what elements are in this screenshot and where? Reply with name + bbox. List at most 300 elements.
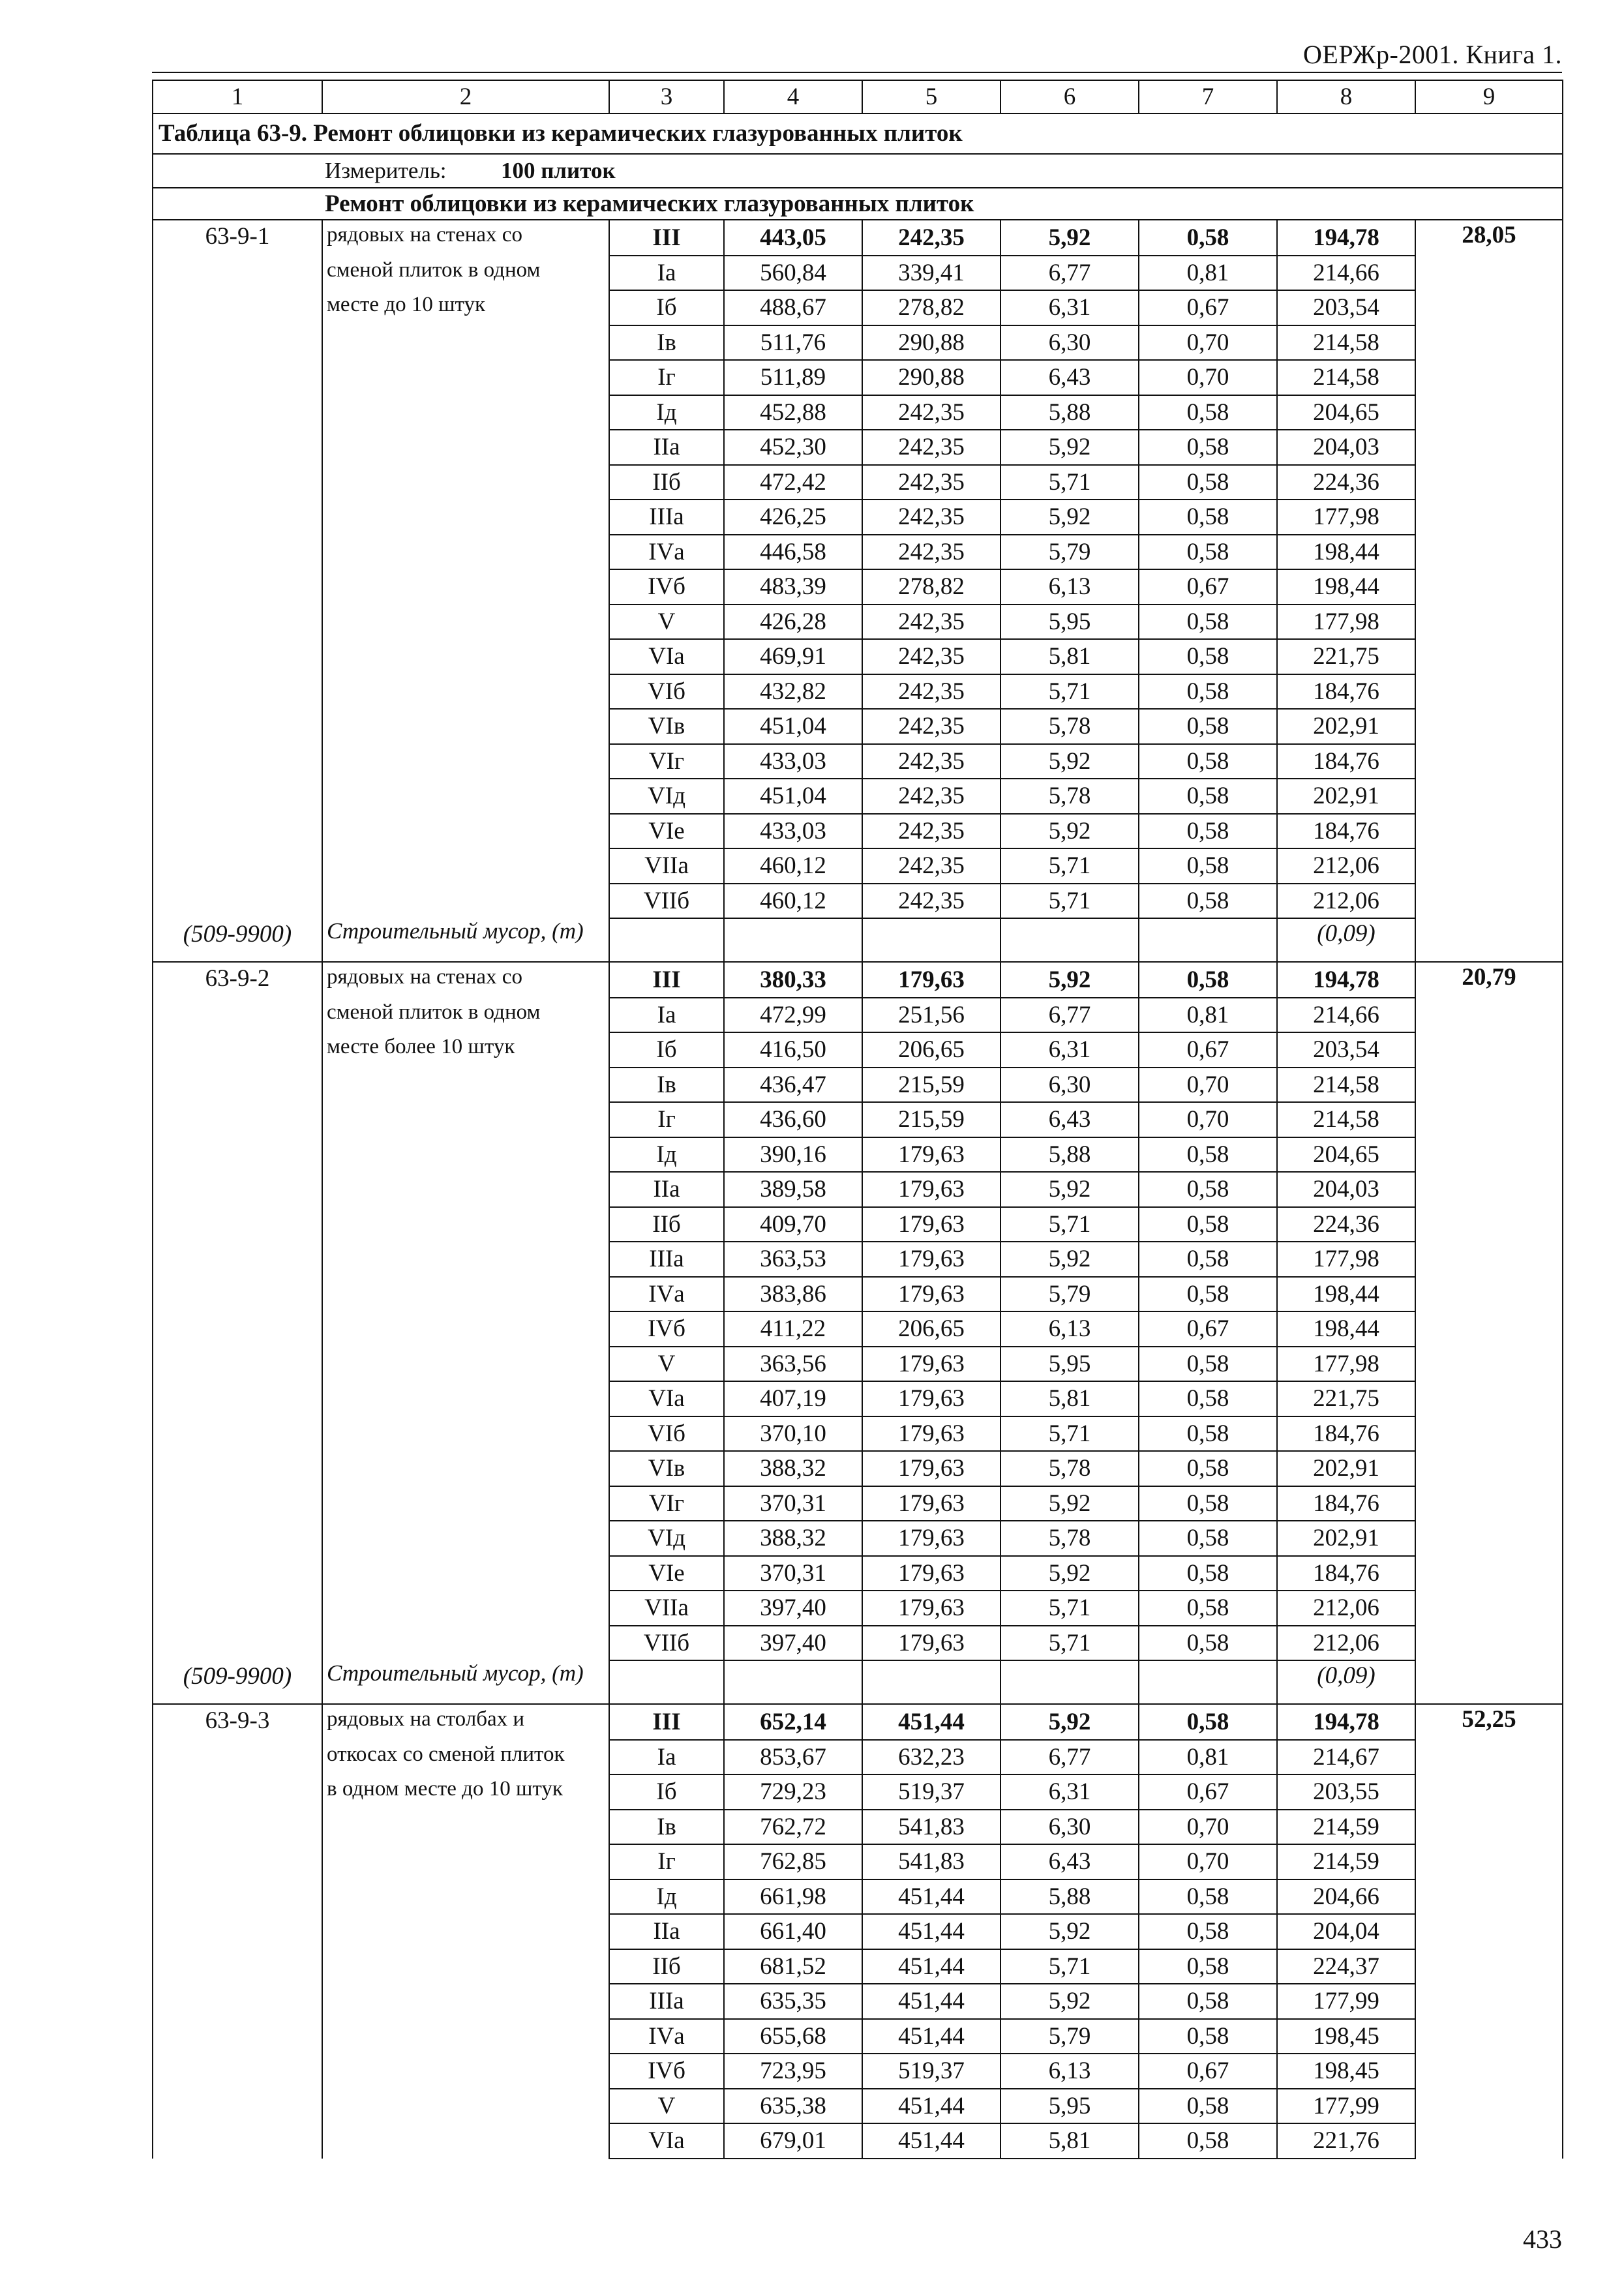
item-description-cont (322, 2123, 609, 2159)
item-code-cont (153, 1810, 322, 1845)
labor-cost: 242,35 (862, 395, 1000, 430)
machine-labor: 0,58 (1139, 1207, 1277, 1242)
machine-cost: 5,71 (1000, 1626, 1139, 1661)
labor-cost: 179,63 (862, 1486, 1000, 1521)
labor-hours-cont (1415, 1451, 1563, 1486)
total-cost: 433,03 (724, 814, 862, 849)
column-number-row (153, 80, 1563, 113)
table-row (153, 744, 1563, 779)
total-cost: 443,05 (724, 220, 862, 256)
labor-hours: 52,25 (1415, 1704, 1563, 1740)
region-code: VIIа (609, 848, 724, 884)
machine-labor: 0,58 (1139, 2019, 1277, 2054)
item-code-cont (153, 1879, 322, 1915)
page-number: 433 (1523, 2224, 1562, 2254)
rates-table (152, 80, 1563, 2159)
machine-labor: 0,67 (1139, 2054, 1277, 2089)
labor-hours-cont (1415, 430, 1563, 465)
region-code: V (609, 605, 724, 640)
item-code-cont (153, 1740, 322, 1775)
col-number-7: 7 (1139, 80, 1277, 113)
machine-labor: 0,58 (1139, 2123, 1277, 2159)
labor-cost: 242,35 (862, 430, 1000, 465)
machine-labor: 0,67 (1139, 569, 1277, 605)
table-row (153, 709, 1563, 744)
table-row (153, 639, 1563, 674)
item-code-cont (153, 325, 322, 361)
machine-labor: 0,58 (1139, 779, 1277, 814)
item-code-cont (153, 1774, 322, 1810)
item-description-cont (322, 1626, 609, 1661)
labor-hours-cont (1415, 1740, 1563, 1775)
materials-cost: 184,76 (1277, 674, 1415, 710)
machine-cost: 5,71 (1000, 1416, 1139, 1452)
labor-cost: 451,44 (862, 1879, 1000, 1915)
item-code-cont (153, 639, 322, 674)
region-code: VIг (609, 1486, 724, 1521)
table-title: Таблица 63-9. Ремонт облицовки из керамических глазурованных плиток (153, 113, 1563, 154)
item-description-line: сменой плиток в одном (322, 256, 609, 291)
item-description-cont (322, 465, 609, 500)
labor-hours-cont (1415, 500, 1563, 535)
item-code-cont (153, 1416, 322, 1452)
labor-hours-cont (1415, 1844, 1563, 1879)
item-code-cont (153, 1486, 322, 1521)
labor-hours-cont (1415, 709, 1563, 744)
waste-code: (509-9900) (153, 918, 322, 962)
labor-cost: 519,37 (862, 2054, 1000, 2089)
item-code-cont (153, 605, 322, 640)
total-cost: 436,47 (724, 1068, 862, 1103)
empty-cell (862, 918, 1000, 962)
table-row (153, 1416, 1563, 1452)
region-code: VIа (609, 1381, 724, 1416)
machine-cost: 5,71 (1000, 884, 1139, 919)
item-code-cont (153, 2123, 322, 2159)
empty-cell (1139, 918, 1277, 962)
item-code-cont (153, 884, 322, 919)
empty-cell (609, 918, 724, 962)
item-description-line: сменой плиток в одном (322, 998, 609, 1033)
region-code: VIIа (609, 1591, 724, 1626)
machine-labor: 0,58 (1139, 884, 1277, 919)
labor-cost: 451,44 (862, 1704, 1000, 1740)
total-cost: 426,25 (724, 500, 862, 535)
materials-cost: 221,76 (1277, 2123, 1415, 2159)
machine-labor: 0,58 (1139, 848, 1277, 884)
item-description-cont (322, 1984, 609, 2019)
item-code-cont (153, 1102, 322, 1137)
materials-cost: 214,67 (1277, 1740, 1415, 1775)
item-description-cont (322, 1416, 609, 1452)
total-cost: 446,58 (724, 535, 862, 570)
machine-cost: 5,92 (1000, 500, 1139, 535)
item-code-cont (153, 1032, 322, 1068)
labor-hours-cont (1415, 360, 1563, 395)
total-cost: 363,53 (724, 1242, 862, 1277)
machine-cost: 5,71 (1000, 674, 1139, 710)
materials-cost: 198,45 (1277, 2054, 1415, 2089)
item-description-cont (322, 395, 609, 430)
region-code: Iв (609, 1810, 724, 1845)
col-number-9: 9 (1415, 80, 1563, 113)
item-code-cont (153, 1844, 322, 1879)
empty-cell (1415, 918, 1563, 962)
labor-hours-cont (1415, 1032, 1563, 1068)
labor-cost: 451,44 (862, 2123, 1000, 2159)
item-description-cont (322, 2054, 609, 2089)
item-code-cont (153, 430, 322, 465)
machine-labor: 0,70 (1139, 360, 1277, 395)
item-code-cont (153, 256, 322, 291)
total-cost: 370,31 (724, 1556, 862, 1591)
labor-hours-cont (1415, 1311, 1563, 1347)
region-code: IIа (609, 1172, 724, 1207)
materials-cost: 203,54 (1277, 1032, 1415, 1068)
table-row (153, 1521, 1563, 1556)
machine-cost: 5,81 (1000, 639, 1139, 674)
table-row (153, 814, 1563, 849)
machine-labor: 0,70 (1139, 1102, 1277, 1137)
labor-cost: 632,23 (862, 1740, 1000, 1775)
labor-hours-cont (1415, 290, 1563, 325)
table-row (153, 256, 1563, 291)
labor-cost: 179,63 (862, 1416, 1000, 1452)
region-code: VIа (609, 2123, 724, 2159)
item-description-cont (322, 1381, 609, 1416)
col-number-6: 6 (1000, 80, 1139, 113)
table-row (153, 1172, 1563, 1207)
labor-hours-cont (1415, 325, 1563, 361)
total-cost: 432,82 (724, 674, 862, 710)
item-description-cont (322, 430, 609, 465)
region-code: Iд (609, 1879, 724, 1915)
col-number-2: 2 (322, 80, 609, 113)
item-description-cont (322, 1137, 609, 1173)
region-code: IVа (609, 1277, 724, 1312)
empty-cell (862, 1660, 1000, 1704)
table-row (153, 1844, 1563, 1879)
materials-cost: 212,06 (1277, 884, 1415, 919)
machine-labor: 0,58 (1139, 1704, 1277, 1740)
region-code: V (609, 2089, 724, 2124)
materials-cost: 198,44 (1277, 535, 1415, 570)
top-rule (152, 72, 1562, 73)
item-description-cont (322, 709, 609, 744)
materials-cost: 194,78 (1277, 1704, 1415, 1740)
labor-cost: 179,63 (862, 1277, 1000, 1312)
total-cost: 472,42 (724, 465, 862, 500)
materials-cost: 214,66 (1277, 998, 1415, 1033)
empty-cell (1139, 1660, 1277, 1704)
total-cost: 723,95 (724, 2054, 862, 2089)
total-cost: 853,67 (724, 1740, 862, 1775)
total-cost: 370,10 (724, 1416, 862, 1452)
materials-cost: 221,75 (1277, 1381, 1415, 1416)
region-code: III (609, 962, 724, 998)
machine-labor: 0,67 (1139, 1032, 1277, 1068)
materials-cost: 194,78 (1277, 220, 1415, 256)
total-cost: 370,31 (724, 1486, 862, 1521)
materials-cost: 214,58 (1277, 325, 1415, 361)
total-cost: 655,68 (724, 2019, 862, 2054)
total-cost: 661,98 (724, 1879, 862, 1915)
col-number-3: 3 (609, 80, 724, 113)
labor-hours-cont (1415, 1914, 1563, 1949)
labor-hours-cont (1415, 744, 1563, 779)
region-code: Iв (609, 1068, 724, 1103)
labor-cost: 179,63 (862, 1626, 1000, 1661)
waste-description: Строительный мусор, (т) (322, 1660, 609, 1704)
table-row (153, 220, 1563, 256)
region-code: IIб (609, 1207, 724, 1242)
labor-cost: 179,63 (862, 1451, 1000, 1486)
item-description-cont (322, 1172, 609, 1207)
waste-row (153, 1660, 1563, 1704)
col-number-1: 1 (153, 80, 322, 113)
machine-cost: 6,31 (1000, 1774, 1139, 1810)
materials-cost: 204,03 (1277, 430, 1415, 465)
machine-labor: 0,58 (1139, 1172, 1277, 1207)
materials-cost: 177,98 (1277, 500, 1415, 535)
labor-hours-cont (1415, 884, 1563, 919)
item-description-cont (322, 814, 609, 849)
labor-hours-cont (1415, 1949, 1563, 1984)
labor-hours-cont (1415, 1486, 1563, 1521)
item-description-line: месте более 10 штук (322, 1032, 609, 1068)
machine-labor: 0,58 (1139, 535, 1277, 570)
item-description-cont (322, 848, 609, 884)
machine-cost: 5,92 (1000, 220, 1139, 256)
labor-hours-cont (1415, 1068, 1563, 1103)
labor-cost: 206,65 (862, 1032, 1000, 1068)
machine-cost: 6,77 (1000, 1740, 1139, 1775)
machine-cost: 5,71 (1000, 848, 1139, 884)
measure-value: 100 плиток (501, 158, 616, 184)
item-code-cont (153, 1949, 322, 1984)
labor-cost: 215,59 (862, 1068, 1000, 1103)
materials-cost: 203,55 (1277, 1774, 1415, 1810)
total-cost: 452,30 (724, 430, 862, 465)
machine-cost: 6,30 (1000, 325, 1139, 361)
item-code: 63-9-2 (153, 962, 322, 998)
machine-labor: 0,58 (1139, 1137, 1277, 1173)
item-code: 63-9-3 (153, 1704, 322, 1740)
labor-hours-cont (1415, 998, 1563, 1033)
col-number-4: 4 (724, 80, 862, 113)
table-row (153, 1949, 1563, 1984)
table-row (153, 1626, 1563, 1661)
machine-cost: 5,92 (1000, 1172, 1139, 1207)
materials-cost: 198,45 (1277, 2019, 1415, 2054)
labor-hours-cont (1415, 2123, 1563, 2159)
table-row (153, 1277, 1563, 1312)
machine-cost: 5,81 (1000, 2123, 1139, 2159)
labor-hours-cont (1415, 2054, 1563, 2089)
region-code: VIв (609, 1451, 724, 1486)
region-code: Iа (609, 1740, 724, 1775)
labor-cost: 179,63 (862, 1207, 1000, 1242)
table-row (153, 1137, 1563, 1173)
machine-cost: 5,95 (1000, 2089, 1139, 2124)
labor-hours-cont (1415, 1626, 1563, 1661)
item-description-cont (322, 1844, 609, 1879)
labor-cost: 179,63 (862, 1591, 1000, 1626)
materials-cost: 177,98 (1277, 605, 1415, 640)
region-code: VIе (609, 814, 724, 849)
col-number-5: 5 (862, 80, 1000, 113)
machine-labor: 0,81 (1139, 998, 1277, 1033)
item-description-cont (322, 1451, 609, 1486)
machine-labor: 0,58 (1139, 1914, 1277, 1949)
table-row (153, 2089, 1563, 2124)
machine-labor: 0,67 (1139, 1774, 1277, 1810)
item-code-cont (153, 569, 322, 605)
table-row (153, 1102, 1563, 1137)
labor-hours-cont (1415, 1416, 1563, 1452)
machine-labor: 0,81 (1139, 256, 1277, 291)
col-number-8: 8 (1277, 80, 1415, 113)
labor-hours-cont (1415, 674, 1563, 710)
item-description-cont (322, 605, 609, 640)
item-description-cont (322, 2019, 609, 2054)
machine-cost: 5,92 (1000, 1914, 1139, 1949)
total-cost: 451,04 (724, 779, 862, 814)
table-row (153, 1774, 1563, 1810)
item-description-cont (322, 1068, 609, 1103)
labor-cost: 242,35 (862, 848, 1000, 884)
machine-cost: 6,13 (1000, 2054, 1139, 2089)
region-code: VIб (609, 674, 724, 710)
machine-labor: 0,58 (1139, 814, 1277, 849)
labor-cost: 242,35 (862, 709, 1000, 744)
labor-hours-cont (1415, 1521, 1563, 1556)
machine-labor: 0,58 (1139, 709, 1277, 744)
waste-value: (0,09) (1277, 918, 1415, 962)
machine-labor: 0,58 (1139, 962, 1277, 998)
waste-code: (509-9900) (153, 1660, 322, 1704)
table-row (153, 962, 1563, 998)
item-description-cont (322, 325, 609, 361)
table-row (153, 290, 1563, 325)
item-code: 63-9-1 (153, 220, 322, 256)
machine-labor: 0,58 (1139, 465, 1277, 500)
section-row (153, 188, 1563, 220)
region-code: IIб (609, 1949, 724, 1984)
region-code: Iб (609, 290, 724, 325)
materials-cost: 214,58 (1277, 360, 1415, 395)
region-code: Iв (609, 325, 724, 361)
item-code-cont (153, 1137, 322, 1173)
item-code-cont (153, 1311, 322, 1347)
waste-description: Строительный мусор, (т) (322, 918, 609, 962)
machine-cost: 5,95 (1000, 605, 1139, 640)
labor-cost: 242,35 (862, 465, 1000, 500)
machine-labor: 0,58 (1139, 1949, 1277, 1984)
region-code: Iг (609, 1844, 724, 1879)
region-code: Iг (609, 360, 724, 395)
table-row (153, 360, 1563, 395)
materials-cost: 194,78 (1277, 962, 1415, 998)
machine-cost: 5,88 (1000, 1137, 1139, 1173)
region-code: VIд (609, 779, 724, 814)
total-cost: 460,12 (724, 848, 862, 884)
labor-cost: 242,35 (862, 605, 1000, 640)
machine-labor: 0,58 (1139, 1879, 1277, 1915)
machine-labor: 0,58 (1139, 430, 1277, 465)
table-row (153, 1914, 1563, 1949)
item-description-cont (322, 1486, 609, 1521)
item-description-cont (322, 1102, 609, 1137)
region-code: VIIб (609, 1626, 724, 1661)
materials-cost: 198,44 (1277, 1277, 1415, 1312)
machine-labor: 0,58 (1139, 744, 1277, 779)
item-code-cont (153, 395, 322, 430)
table-row (153, 535, 1563, 570)
machine-labor: 0,58 (1139, 1416, 1277, 1452)
machine-cost: 5,71 (1000, 1949, 1139, 1984)
running-header: ОЕРЖр-2001. Книга 1. (1303, 40, 1562, 69)
item-description-cont (322, 744, 609, 779)
table-row (153, 1207, 1563, 1242)
materials-cost: 202,91 (1277, 779, 1415, 814)
item-code-cont (153, 1521, 322, 1556)
total-cost: 560,84 (724, 256, 862, 291)
item-description-line: рядовых на стенах со (322, 962, 609, 998)
labor-hours-cont (1415, 1591, 1563, 1626)
labor-cost: 242,35 (862, 639, 1000, 674)
labor-hours-cont (1415, 1172, 1563, 1207)
table-row (153, 1311, 1563, 1347)
region-code: III (609, 1704, 724, 1740)
labor-cost: 179,63 (862, 1521, 1000, 1556)
region-code: IIIа (609, 1984, 724, 2019)
table-row (153, 1451, 1563, 1486)
labor-cost: 242,35 (862, 500, 1000, 535)
total-cost: 433,03 (724, 744, 862, 779)
total-cost: 511,76 (724, 325, 862, 361)
empty-cell (724, 918, 862, 962)
table-row (153, 2019, 1563, 2054)
labor-cost: 242,35 (862, 535, 1000, 570)
labor-hours: 28,05 (1415, 220, 1563, 256)
materials-cost: 198,44 (1277, 569, 1415, 605)
empty-cell (609, 1660, 724, 1704)
region-code: VIд (609, 1521, 724, 1556)
item-code-cont (153, 535, 322, 570)
total-cost: 661,40 (724, 1914, 862, 1949)
machine-cost: 6,13 (1000, 569, 1139, 605)
total-cost: 383,86 (724, 1277, 862, 1312)
total-cost: 681,52 (724, 1949, 862, 1984)
region-code: IIа (609, 430, 724, 465)
total-cost: 409,70 (724, 1207, 862, 1242)
item-description-cont (322, 1591, 609, 1626)
total-cost: 469,91 (724, 639, 862, 674)
item-code-cont (153, 1381, 322, 1416)
labor-cost: 451,44 (862, 2019, 1000, 2054)
machine-labor: 0,70 (1139, 1810, 1277, 1845)
labor-cost: 242,35 (862, 220, 1000, 256)
labor-hours: 20,79 (1415, 962, 1563, 998)
labor-cost: 242,35 (862, 814, 1000, 849)
machine-cost: 5,92 (1000, 1984, 1139, 2019)
region-code: V (609, 1347, 724, 1382)
region-code: Iд (609, 1137, 724, 1173)
labor-cost: 242,35 (862, 884, 1000, 919)
table-row (153, 569, 1563, 605)
region-code: VIа (609, 639, 724, 674)
